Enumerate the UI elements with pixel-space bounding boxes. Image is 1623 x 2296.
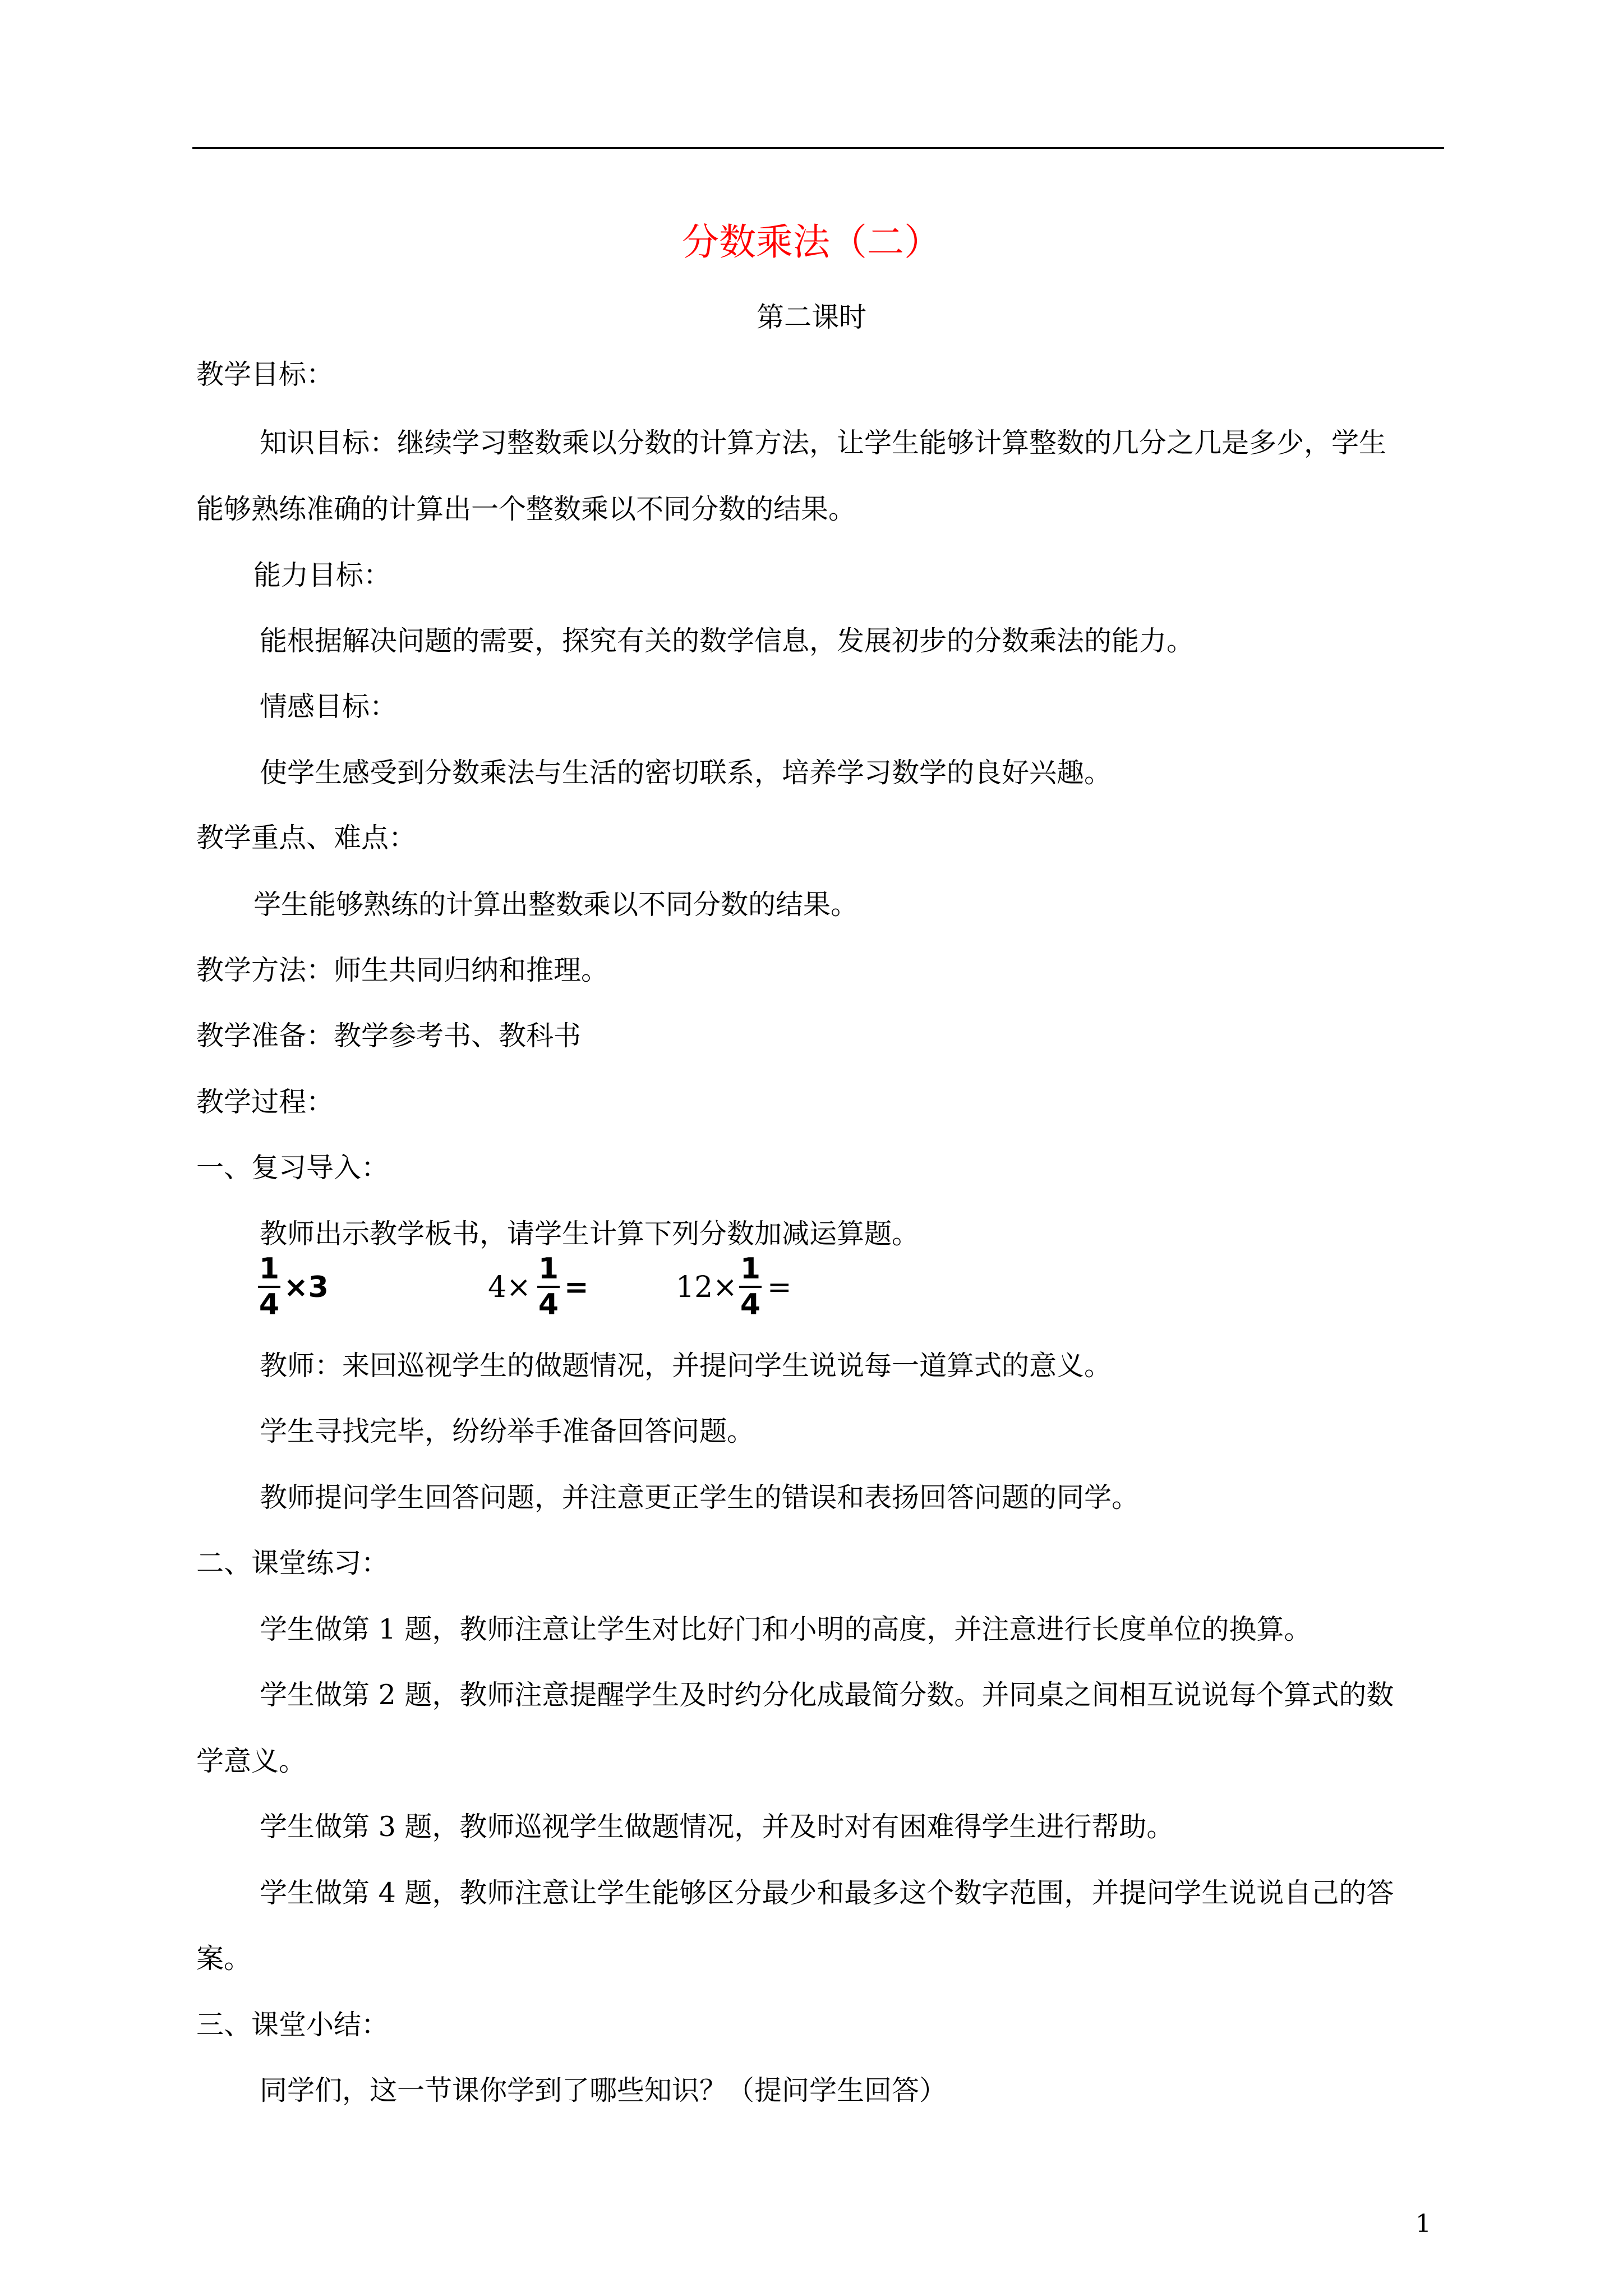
fraction-numerator: 1 [259,1252,280,1286]
section-heading-method: 教学方法：师生共同归纳和推理。 [196,954,609,986]
section-heading-process: 教学过程： [196,1086,334,1118]
section-heading-review: 一、复习导入： [196,1152,389,1184]
document-title: 分数乘法（二） [682,220,941,264]
fraction-denominator: 4 [740,1288,761,1322]
section-heading-practice: 二、课堂练习： [196,1547,389,1579]
paragraph-line: 能够熟练准确的计算出一个整数乘以不同分数的结果。 [196,493,856,525]
section-heading-summary: 三、课堂小结： [196,2009,389,2041]
paragraph-line: 教师出示教学板书，请学生计算下列分数加减运算题。 [260,1218,920,1250]
equation-operator: = [767,1271,792,1304]
equation-operator: ×3 [284,1271,329,1304]
paragraph-line: 使学生感受到分数乘法与生活的密切联系，培养学习数学的良好兴趣。 [260,757,1112,789]
paragraph-line: 学生能够熟练的计算出整数乘以不同分数的结果。 [253,889,859,921]
section-heading-preparation: 教学准备：教学参考书、教科书 [196,1020,582,1052]
equation-operator: 12× [676,1271,737,1304]
paragraph-line: 知识目标：继续学习整数乘以分数的计算方法，让学生能够计算整数的几分之几是多少，学生 [260,427,1387,459]
fraction-numerator: 1 [538,1252,559,1286]
subheading-emotion: 情感目标： [260,691,398,723]
paragraph-line: 学生做第 3 题，教师巡视学生做题情况，并及时对有困难得学生进行帮助。 [260,1811,1174,1843]
paragraph-line: 教师提问学生回答问题，并注意更正学生的错误和表扬回答问题的同学。 [260,1481,1140,1513]
equation-operator: = [564,1271,589,1304]
fraction [739,1252,762,1322]
fraction-denominator: 4 [259,1288,280,1322]
paragraph-line: 案。 [196,1943,252,1975]
paragraph-line: 能根据解决问题的需要，探究有关的数学信息，发展初步的分数乘法的能力。 [260,625,1195,657]
section-heading-keypoints: 教学重点、难点： [196,822,417,854]
paragraph-line: 学生做第 2 题，教师注意提醒学生及时约分化成最简分数。并同桌之间相互说说每个算式的数 [260,1679,1394,1711]
fraction [258,1252,280,1322]
equation-operator: 4× [488,1271,531,1304]
fraction-numerator: 1 [740,1252,761,1286]
subheading-ability: 能力目标： [253,559,391,591]
fraction-denominator: 4 [538,1288,559,1322]
lesson-subtitle: 第二课时 [756,301,866,333]
fraction [537,1252,560,1322]
paragraph-line: 教师：来回巡视学生的做题情况，并提问学生说说每一道算式的意义。 [260,1350,1112,1382]
header-rule [192,147,1444,149]
section-heading-objectives: 教学目标： [196,358,334,390]
paragraph-line: 学生做第 1 题，教师注意让学生对比好门和小明的高度，并注意进行长度单位的换算。 [260,1613,1312,1645]
page-number: 1 [1415,2210,1431,2238]
paragraph-line: 学意义。 [196,1745,307,1777]
paragraph-line: 同学们，这一节课你学到了哪些知识？（提问学生回答） [260,2074,947,2106]
paragraph-line: 学生做第 4 题，教师注意让学生能够区分最少和最多这个数字范围，并提问学生说说自己的答 [260,1877,1394,1909]
paragraph-line: 学生寻找完毕，纷纷举手准备回答问题。 [260,1415,755,1447]
